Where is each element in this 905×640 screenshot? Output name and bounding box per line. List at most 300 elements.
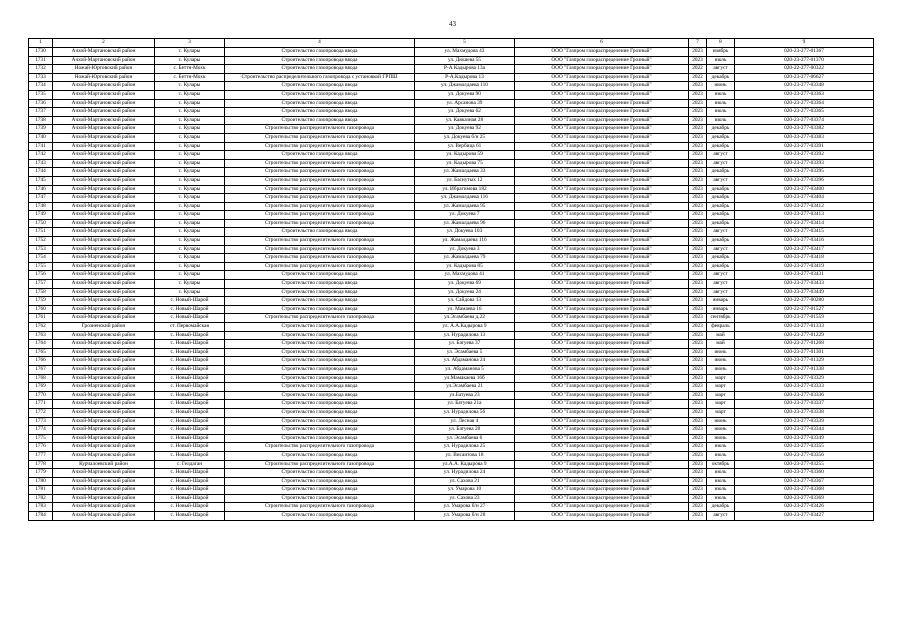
cell-organization: ООО "Газпром газораспределение Грозный"	[515, 494, 689, 503]
cell-settlement: с. Новый-Шарой	[155, 383, 225, 392]
cell-month: август	[707, 228, 735, 237]
cell-work-type: Строительство газопровода ввода	[225, 90, 415, 99]
cell-district: Ачхой-Мартановский район	[53, 48, 155, 57]
cell-settlement: с. Новый-Шарой	[155, 477, 225, 486]
cell-district: Ножай-Юртовский район	[53, 73, 155, 82]
cell-district: Ачхой-Мартановский район	[53, 348, 155, 357]
cell-settlement: с. Новый-Шарой	[155, 434, 225, 443]
cell-index: 1770	[29, 391, 53, 400]
cell-address: ул.Мамакаева 16б	[415, 374, 515, 383]
cell-index: 1738	[29, 116, 53, 125]
cell-month: июль	[707, 477, 735, 486]
table-row	[29, 271, 874, 280]
cell-organization: ООО "Газпром газораспределение Грозный"	[515, 219, 689, 228]
header-col-work-type: 4	[225, 39, 415, 48]
cell-organization: ООО "Газпром газораспределение Грозный"	[515, 391, 689, 400]
cell-month: декабрь	[707, 202, 735, 211]
table-row	[29, 219, 874, 228]
cell-reg-number: 020-23-277-03393	[735, 159, 874, 168]
cell-settlement: с. Кулары	[155, 254, 225, 263]
cell-year: 2023	[689, 133, 707, 142]
cell-organization: ООО "Газпром газораспределение Грозный"	[515, 512, 689, 521]
table-row	[29, 90, 874, 99]
cell-organization: ООО "Газпром газораспределение Грозный"	[515, 159, 689, 168]
header-col-organization: 6	[515, 39, 689, 48]
cell-index: 1772	[29, 408, 53, 417]
cell-address: ул. Жамалдаева 79	[415, 254, 515, 263]
cell-work-type: Строительство газопровода ввода	[225, 348, 415, 357]
cell-month: август	[707, 280, 735, 289]
cell-index: 1731	[29, 56, 53, 65]
cell-work-type: Строительство распределительного газопровода	[225, 237, 415, 246]
cell-index: 1753	[29, 245, 53, 254]
cell-organization: ООО "Газпром газораспределение Грозный"	[515, 116, 689, 125]
table-row	[29, 211, 874, 220]
cell-address: ул. Батуева 37	[415, 340, 515, 349]
cell-year: 2023	[689, 237, 707, 246]
cell-address: ул. Ибрагимова 182	[415, 185, 515, 194]
cell-address: ул. Нурадилова 25	[415, 443, 515, 452]
cell-organization: ООО "Газпром газораспределение Грозный"	[515, 323, 689, 332]
cell-year: 2023	[689, 90, 707, 99]
cell-address: ул. Докуева 62	[415, 108, 515, 117]
cell-district: Ножай-Юртовский район	[53, 65, 155, 74]
cell-settlement: с. Кулары	[155, 99, 225, 108]
table-row	[29, 451, 874, 460]
cell-work-type: Строительство газопровода ввода	[225, 56, 415, 65]
cell-organization: ООО "Газпром газораспределение Грозный"	[515, 314, 689, 323]
cell-reg-number: 020-23-277-03395	[735, 168, 874, 177]
cell-work-type: Строительство распределительного газопровода	[225, 176, 415, 185]
cell-month: июль	[707, 90, 735, 99]
cell-settlement: с. Кулары	[155, 56, 225, 65]
table-row	[29, 348, 874, 357]
cell-year: 2023	[689, 451, 707, 460]
cell-address: ул. Нурадилова 24	[415, 469, 515, 478]
cell-address: ул.Батуева 23	[415, 391, 515, 400]
cell-district: Ачхой-Мартановский район	[53, 477, 155, 486]
table-row	[29, 99, 874, 108]
cell-index: 1742	[29, 151, 53, 160]
cell-settlement: с. Кулары	[155, 108, 225, 117]
cell-reg-number: 020-23-277-03412	[735, 202, 874, 211]
table-row	[29, 512, 874, 521]
cell-index: 1777	[29, 451, 53, 460]
cell-year: 2023	[689, 245, 707, 254]
cell-organization: ООО "Газпром газораспределение Грозный"	[515, 503, 689, 512]
cell-reg-number: 020-23-277-01268	[735, 340, 874, 349]
cell-reg-number: 020-23-277-03365	[735, 108, 874, 117]
cell-reg-number: 020-23-277-03374	[735, 116, 874, 125]
table-row	[29, 125, 874, 134]
cell-month: июнь	[707, 357, 735, 366]
header-col-reg-number: 9	[735, 39, 874, 48]
cell-settlement: с. Новый-Шарой	[155, 408, 225, 417]
cell-index: 1744	[29, 168, 53, 177]
table-row	[29, 486, 874, 495]
table-row	[29, 245, 874, 254]
cell-reg-number: 020-23-277-03433	[735, 280, 874, 289]
cell-settlement: с. Кулары	[155, 237, 225, 246]
cell-work-type: Строительство газопровода ввода	[225, 391, 415, 400]
cell-work-type: Строительство распределительного газопровода	[225, 443, 415, 452]
cell-reg-number: 020-23-277-03382	[735, 125, 874, 134]
cell-work-type: Строительство газопровода ввода	[225, 323, 415, 332]
cell-settlement: с. Кулары	[155, 288, 225, 297]
cell-address: ул. Докуева 92	[415, 125, 515, 134]
cell-settlement: с. Кулары	[155, 116, 225, 125]
cell-settlement: с. Беттн-Мохк	[155, 73, 225, 82]
cell-work-type: Строительство распределительного газопровода	[225, 219, 415, 228]
cell-work-type: Строительство газопровода ввода	[225, 305, 415, 314]
cell-work-type: Строительство распределительного газопровода	[225, 211, 415, 220]
cell-work-type: Строительство газопровода ввода	[225, 288, 415, 297]
cell-reg-number: 020-23-277-03255	[735, 460, 874, 469]
cell-index: 1756	[29, 271, 53, 280]
cell-work-type: Строительство газопровода ввода	[225, 116, 415, 125]
table-row	[29, 331, 874, 340]
cell-organization: ООО "Газпром газораспределение Грозный"	[515, 56, 689, 65]
cell-year: 2023	[689, 340, 707, 349]
table-row	[29, 65, 874, 74]
cell-month: июнь	[707, 365, 735, 374]
cell-organization: ООО "Газпром газораспределение Грозный"	[515, 73, 689, 82]
cell-district: Ачхой-Мартановский район	[53, 288, 155, 297]
cell-work-type: Строительство газопровода ввода	[225, 280, 415, 289]
cell-address: ул. Эсамбаева 5	[415, 348, 515, 357]
cell-month: март	[707, 408, 735, 417]
cell-year: 2022	[689, 73, 707, 82]
cell-index: 1751	[29, 228, 53, 237]
cell-year: 2023	[689, 280, 707, 289]
cell-district: Ачхой-Мартановский район	[53, 168, 155, 177]
cell-month: март	[707, 383, 735, 392]
cell-year: 2023	[689, 400, 707, 409]
cell-index: 1739	[29, 125, 53, 134]
cell-index: 1743	[29, 159, 53, 168]
cell-month: декабрь	[707, 254, 735, 263]
cell-address: ул. Сахова 21	[415, 477, 515, 486]
cell-work-type: Строительство газопровода ввода	[225, 494, 415, 503]
cell-district: Ачхой-Мартановский район	[53, 280, 155, 289]
cell-reg-number: 020-23-277-03415	[735, 228, 874, 237]
table-header	[29, 39, 874, 48]
cell-address: ул. Докуева 7	[415, 211, 515, 220]
cell-settlement: с. Кулары	[155, 48, 225, 57]
cell-organization: ООО "Газпром газораспределение Грозный"	[515, 168, 689, 177]
cell-settlement: с. Кулары	[155, 90, 225, 99]
cell-index: 1737	[29, 108, 53, 117]
cell-organization: ООО "Газпром газораспределение Грозный"	[515, 486, 689, 495]
cell-district: Ачхой-Мартановский район	[53, 365, 155, 374]
cell-settlement: с. Кулары	[155, 176, 225, 185]
cell-organization: ООО "Газпром газораспределение Грозный"	[515, 408, 689, 417]
page-number: 43	[449, 20, 456, 28]
header-row	[29, 39, 874, 48]
cell-month: август	[707, 65, 735, 74]
cell-year: 2023	[689, 486, 707, 495]
cell-organization: ООО "Газпром газораспределение Грозный"	[515, 185, 689, 194]
cell-settlement: с. Новый-Шарой	[155, 443, 225, 452]
cell-reg-number: 020-23-277-03337	[735, 400, 874, 409]
cell-month: май	[707, 340, 735, 349]
cell-index: 1769	[29, 383, 53, 392]
cell-district: Ачхой-Мартановский район	[53, 228, 155, 237]
cell-reg-number: 020-23-277-03368	[735, 486, 874, 495]
cell-year: 2023	[689, 228, 707, 237]
cell-year: 2023	[689, 219, 707, 228]
cell-index: 1752	[29, 237, 53, 246]
cell-organization: ООО "Газпром газораспределение Грозный"	[515, 271, 689, 280]
cell-work-type: Строительство распределительного газопровода	[225, 142, 415, 151]
header-col-month: 8	[707, 39, 735, 48]
cell-work-type: Строительство газопровода ввода	[225, 426, 415, 435]
cell-district: Ачхой-Мартановский район	[53, 486, 155, 495]
cell-organization: ООО "Газпром газораспределение Грозный"	[515, 125, 689, 134]
cell-month: октябрь	[707, 460, 735, 469]
cell-district: Ачхой-Мартановский район	[53, 211, 155, 220]
cell-district: Ачхой-Мартановский район	[53, 426, 155, 435]
cell-reg-number: 020-23-277-03349	[735, 434, 874, 443]
cell-organization: ООО "Газпром газораспределение Грозный"	[515, 374, 689, 383]
cell-settlement: с. Новый-Шарой	[155, 486, 225, 495]
cell-reg-number: 020-23-277-06627	[735, 73, 874, 82]
cell-index: 1764	[29, 340, 53, 349]
table-row	[29, 56, 874, 65]
cell-reg-number: 020-22-277-00322	[735, 65, 874, 74]
cell-reg-number: 020-23-277-03391	[735, 142, 874, 151]
cell-reg-number: 020-23-277-01367	[735, 48, 874, 57]
table-row	[29, 434, 874, 443]
cell-settlement: с. Кулары	[155, 168, 225, 177]
cell-work-type: Строительство распределительного газопровода	[225, 314, 415, 323]
cell-index: 1734	[29, 82, 53, 91]
table-row	[29, 108, 874, 117]
cell-address: ул. Жамалдаева 95	[415, 202, 515, 211]
table-row	[29, 365, 874, 374]
table-row	[29, 73, 874, 82]
cell-month: июнь	[707, 348, 735, 357]
cell-work-type: Строительство газопровода ввода	[225, 408, 415, 417]
header-col-index: 1	[29, 39, 53, 48]
cell-address: ул.Эсамбаева 21	[415, 383, 515, 392]
cell-month: январь	[707, 305, 735, 314]
table-row	[29, 340, 874, 349]
cell-reg-number: 020-23-277-03363	[735, 90, 874, 99]
cell-month: август	[707, 159, 735, 168]
cell-address: ул. Нурадилова 56	[415, 408, 515, 417]
cell-district: Ачхой-Мартановский район	[53, 159, 155, 168]
table-row	[29, 82, 874, 91]
cell-address: ул. Докуева 103	[415, 228, 515, 237]
cell-address: ул. Эсамбаева 6	[415, 434, 515, 443]
cell-year: 2023	[689, 426, 707, 435]
cell-reg-number: 020-22-277-01527	[735, 305, 874, 314]
cell-district: Ачхой-Мартановский район	[53, 202, 155, 211]
cell-reg-number: 020-23-277-03418	[735, 254, 874, 263]
cell-address: ул. Висаитова 18	[415, 451, 515, 460]
cell-district: Ачхой-Мартановский район	[53, 133, 155, 142]
cell-district: Ачхой-Мартановский район	[53, 194, 155, 203]
cell-month: май	[707, 331, 735, 340]
cell-settlement: с. Кулары	[155, 245, 225, 254]
table-row	[29, 494, 874, 503]
table-row	[29, 254, 874, 263]
cell-settlement: с. Беттн-Мохк	[155, 65, 225, 74]
cell-year: 2023	[689, 374, 707, 383]
cell-organization: ООО "Газпром газораспределение Грозный"	[515, 340, 689, 349]
cell-organization: ООО "Газпром газораспределение Грозный"	[515, 443, 689, 452]
cell-year: 2023	[689, 503, 707, 512]
cell-district: Ачхой-Мартановский район	[53, 90, 155, 99]
cell-index: 1760	[29, 305, 53, 314]
cell-settlement: с. Новый-Шарой	[155, 512, 225, 521]
cell-district: Ачхой-Мартановский район	[53, 383, 155, 392]
table-row	[29, 159, 874, 168]
table-row	[29, 323, 874, 332]
cell-address: ул. Арсанова 39	[415, 99, 515, 108]
cell-settlement: с. Новый-Шарой	[155, 503, 225, 512]
cell-month: август	[707, 512, 735, 521]
cell-settlement: с. Гелдаган	[155, 460, 225, 469]
cell-address: ул. Махмудова 43	[415, 48, 515, 57]
cell-address: ул. Докуева 3	[415, 245, 515, 254]
cell-index: 1755	[29, 262, 53, 271]
cell-organization: ООО "Газпром газораспределение Грозный"	[515, 357, 689, 366]
cell-index: 1735	[29, 90, 53, 99]
cell-district: Ачхой-Мартановский район	[53, 151, 155, 160]
cell-address: ул. Жамалдаева 116	[415, 237, 515, 246]
cell-address: ул. Кадырова 59	[415, 151, 515, 160]
cell-year: 2023	[689, 159, 707, 168]
cell-address: ул. Докуева 90	[415, 90, 515, 99]
cell-reg-number: 020-22-277-00280	[735, 297, 874, 306]
cell-address: ул. Джамалдаева 110	[415, 82, 515, 91]
register-table	[28, 38, 874, 521]
cell-district: Ачхой-Мартановский район	[53, 56, 155, 65]
cell-organization: ООО "Газпром газораспределение Грозный"	[515, 48, 689, 57]
cell-month: июль	[707, 116, 735, 125]
cell-work-type: Строительство распределительного газопровода	[225, 125, 415, 134]
cell-organization: ООО "Газпром газораспределение Грозный"	[515, 305, 689, 314]
cell-settlement: с. Новый-Шарой	[155, 494, 225, 503]
cell-organization: ООО "Газпром газораспределение Грозный"	[515, 262, 689, 271]
cell-work-type: Строительство распределительного газопровода	[225, 185, 415, 194]
cell-index: 1741	[29, 142, 53, 151]
cell-year: 2023	[689, 365, 707, 374]
table-row	[29, 383, 874, 392]
cell-index: 1736	[29, 99, 53, 108]
table-row	[29, 374, 874, 383]
cell-year: 2023	[689, 82, 707, 91]
cell-address: ул. Сахова 23	[415, 494, 515, 503]
cell-address: ул. Батуева 20	[415, 426, 515, 435]
cell-district: Ачхой-Мартановский район	[53, 512, 155, 521]
table-row	[29, 262, 874, 271]
cell-settlement: с. Новый-Шарой	[155, 469, 225, 478]
cell-reg-number: 020-23-277-03356	[735, 451, 874, 460]
cell-month: июль	[707, 469, 735, 478]
cell-organization: ООО "Газпром газораспределение Грозный"	[515, 99, 689, 108]
cell-district: Ачхой-Мартановский район	[53, 314, 155, 323]
cell-work-type: Строительство распределительного газопровода с установкой ГРПШ	[225, 73, 415, 82]
cell-year: 2023	[689, 494, 707, 503]
cell-reg-number: 020-23-277-01370	[735, 56, 874, 65]
cell-year: 2023	[689, 56, 707, 65]
cell-work-type: Строительство газопровода ввода	[225, 340, 415, 349]
cell-reg-number: 020-23-277-03383	[735, 133, 874, 142]
cell-address: ул. Джамалдаева 116	[415, 194, 515, 203]
cell-index: 1771	[29, 400, 53, 409]
table-row	[29, 305, 874, 314]
cell-index: 1775	[29, 434, 53, 443]
cell-year: 2023	[689, 125, 707, 134]
cell-month: август	[707, 288, 735, 297]
table-row	[29, 168, 874, 177]
cell-month: январь	[707, 297, 735, 306]
cell-index: 1781	[29, 486, 53, 495]
cell-organization: ООО "Газпром газораспределение Грозный"	[515, 228, 689, 237]
cell-index: 1779	[29, 469, 53, 478]
cell-index: 1758	[29, 288, 53, 297]
cell-year: 2023	[689, 194, 707, 203]
cell-organization: ООО "Газпром газораспределение Грозный"	[515, 151, 689, 160]
table-row	[29, 151, 874, 160]
cell-index: 1750	[29, 219, 53, 228]
cell-reg-number: 020-23-277-03417	[735, 245, 874, 254]
table-row	[29, 237, 874, 246]
cell-settlement: с. Кулары	[155, 219, 225, 228]
cell-year: 2023	[689, 185, 707, 194]
table-row	[29, 408, 874, 417]
cell-month: сентябрь	[707, 314, 735, 323]
cell-reg-number: 020-23-277-03339	[735, 417, 874, 426]
cell-work-type: Строительство газопровода ввода	[225, 271, 415, 280]
cell-address: ул. Докуева 24	[415, 288, 515, 297]
cell-year: 2023	[689, 202, 707, 211]
table-row	[29, 297, 874, 306]
cell-address: ул. Дюшева 55	[415, 56, 515, 65]
cell-organization: ООО "Газпром газораспределение Грозный"	[515, 348, 689, 357]
cell-index: 1778	[29, 460, 53, 469]
cell-year: 2023	[689, 391, 707, 400]
cell-year: 2023	[689, 211, 707, 220]
cell-district: Ачхой-Мартановский район	[53, 99, 155, 108]
cell-index: 1730	[29, 48, 53, 57]
cell-organization: ООО "Газпром газораспределение Грозный"	[515, 400, 689, 409]
cell-district: Ачхой-Мартановский район	[53, 116, 155, 125]
cell-address: ул. Баснутых 12	[415, 176, 515, 185]
cell-district: Ачхой-Мартановский район	[53, 176, 155, 185]
cell-month: июнь	[707, 417, 735, 426]
cell-reg-number: 020-23-277-01333	[735, 323, 874, 332]
cell-address: ул. Сайдова 13	[415, 297, 515, 306]
cell-reg-number: 020-23-277-03360	[735, 469, 874, 478]
cell-organization: ООО "Газпром газораспределение Грозный"	[515, 460, 689, 469]
cell-organization: ООО "Газпром газораспределение Грозный"	[515, 469, 689, 478]
cell-month: декабрь	[707, 185, 735, 194]
table-row	[29, 400, 874, 409]
cell-month: декабрь	[707, 211, 735, 220]
cell-year: 2023	[689, 408, 707, 417]
cell-settlement: с. Кулары	[155, 271, 225, 280]
cell-work-type: Строительство распределительного газопровода	[225, 262, 415, 271]
cell-organization: ООО "Газпром газораспределение Грозный"	[515, 451, 689, 460]
cell-district: Ачхой-Мартановский район	[53, 400, 155, 409]
cell-month: июль	[707, 486, 735, 495]
cell-organization: ООО "Газпром газораспределение Грозный"	[515, 211, 689, 220]
cell-work-type: Строительство распределительного газопровода	[225, 254, 415, 263]
